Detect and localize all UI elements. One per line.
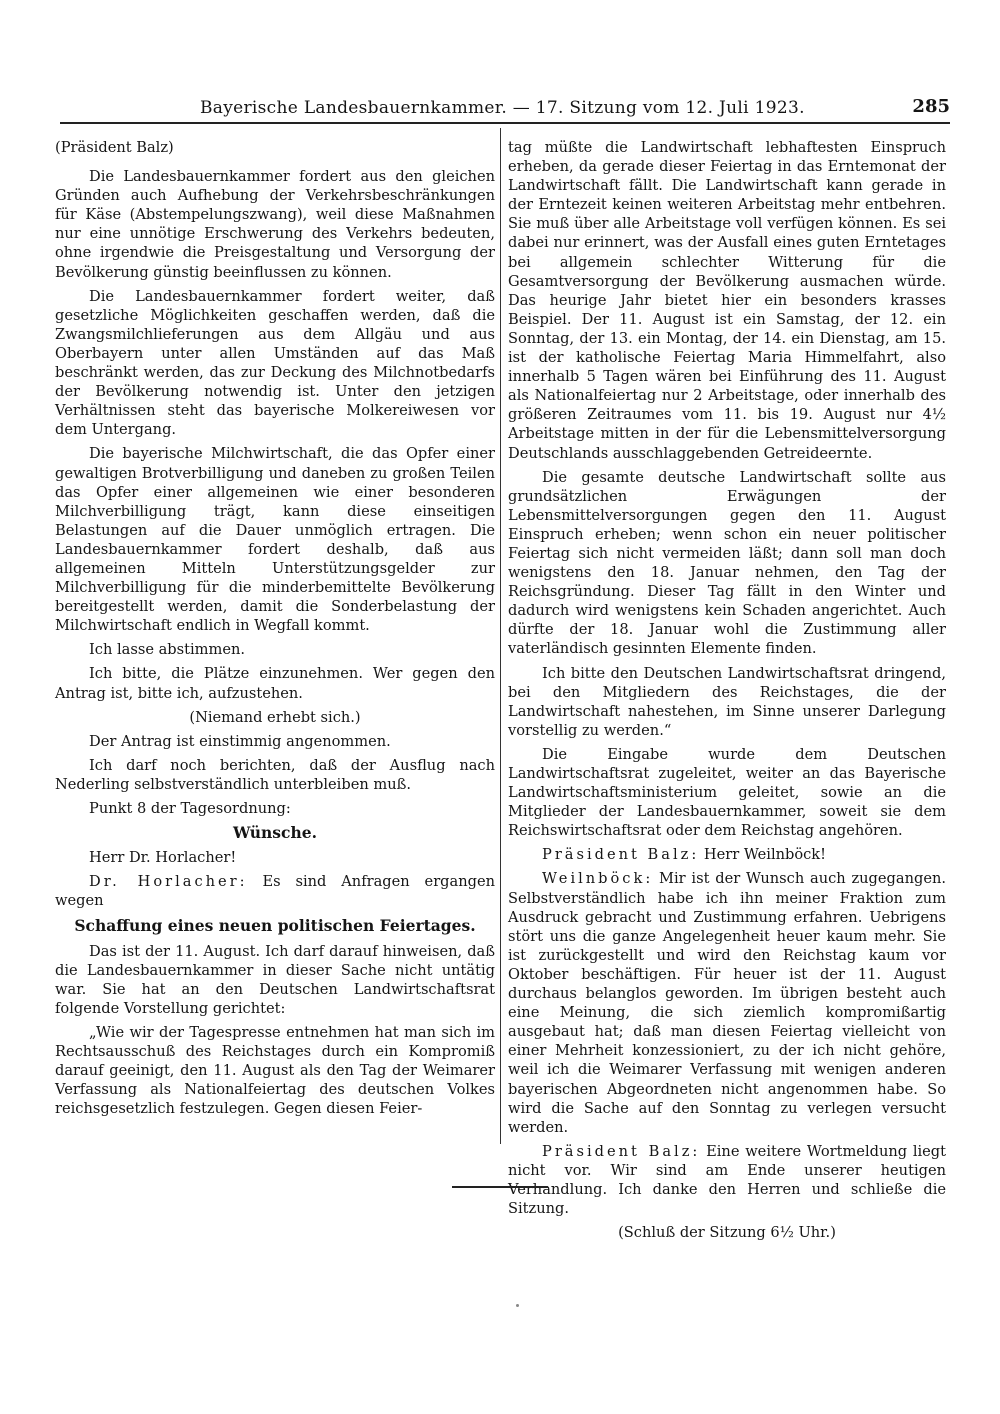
speaker-name: Weilnböck:	[542, 870, 654, 888]
paragraph: Ich darf noch berichten, daß der Ausflug nach Nederling selbstverständlich unterbleiben muß.	[55, 756, 495, 793]
speaker-text: Herr Weilnböck!	[703, 846, 827, 864]
paragraph: Herr Dr. Horlacher!	[89, 849, 237, 867]
paragraph: Ich bitte, die Plätze einzunehmen. Wer gegen den Antrag ist, bitte ich, aufzustehen.	[55, 665, 495, 702]
print-speck	[516, 1304, 519, 1307]
speaker-paragraph	[508, 869, 946, 1136]
paragraph: tag müßte die Landwirtschaft lebhaftesten Einspruch erheben, da gerade dieser Feiertag in das Erntemonat der Landwirtschaft fällt. Die Landwirtschaft kann gerade in der Erntezeit keinen weiteren Arbeitstag mehr entbehren. Sie muß über alle Arbeitstage voll verfügen können. Es sei dabei nur erinnert, was der Ausfall eines guten Erntetages bei allgemein schlechter Witterung für die Gesamtversorgung der Bevölkerung ausmachen würde. Das heurige Jahr bietet hier ein besonders krasses Beispiel. Der 11. August ist ein Samstag, der 12. ein Sonntag, der 13. ein Montag, der 14. ein Dienstag, am 15. ist der katholische Feiertag Maria Himmelfahrt, also innerhalb 5 Tagen wären bei Einführung des 11. August als Nationalfeiertag nur 2 Arbeitstage, oder innerhalb des größeren Zeitraumes vom 11. bis 19. August nur 4½ Arbeitstage mitten in der für die Lebensmittelversorgung Deutschlands ausschlaggebenden Getreideernte.	[508, 139, 946, 462]
speaker-label: (Präsident Balz)	[55, 139, 174, 156]
speaker-text: Eine weitere Wortmeldung liegt nicht vor. Wir sind am Ende unserer heutigen Verhandlung. Ich danke den Herren und schließe die Sitzung.	[508, 1142, 947, 1218]
closing-note: (Schluß der Sitzung 6½ Uhr.)	[618, 1224, 836, 1242]
end-rule	[452, 1186, 548, 1188]
speaker-text: Es sind Anfragen ergangen wegen	[55, 873, 495, 910]
paragraph: „Wie wir der Tagespresse entnehmen hat man sich im Rechtsausschuß des Reichstages durch ein Kompromiß darauf geeinigt, den 11. August als den Tag der Weimarer Verfassung als Nationalfeiertag des deutschen Volkes reichsgesetzlich festzulegen. Gegen diesen Feier-	[55, 1023, 495, 1118]
page-number: 285	[912, 96, 950, 117]
left-column	[55, 138, 495, 1123]
running-title: Bayerische Landesbauernkammer. — 17. Sitzung vom 12. Juli 1923.	[200, 98, 805, 118]
paragraph: Die bayerische Milchwirtschaft, die das Opfer einer gewaltigen Brotverbilligung und daneben zu großen Teilen das Opfer einer allgemeinen wie einer besonderen Milchverbilligung trägt, kann diese einseitigen Belastungen auf die Dauer unmöglich ertragen. Die Landesbauernkammer fordert deshalb, daß aus allgemeinen Mitteln Unterstützungsgelder zur Milchverbilligung für die minderbemittelte Bevölkerung bereitgestellt werden, damit die Sonderbelastung der Milchwirtschaft endlich in Wegfall kommt.	[55, 445, 495, 635]
paragraph: Die Landesbauernkammer fordert weiter, daß gesetzliche Möglichkeiten geschaffen werden, daß die Zwangsmilchlieferungen aus dem Allgäu und aus Oberbayern unter allen Umständen auf das Maß beschränkt werden, das zur Deckung des Milchnotbedarfs der Bevölkerung notwendig ist. Unter den jetzigen Verhältnissen steht das bayerische Molkereiwesen vor dem Untergang.	[55, 287, 495, 439]
section-heading-holiday: Schaffung eines neuen politischen Feiertages.	[74, 916, 476, 936]
stage-direction: (Niemand erhebt sich.)	[189, 708, 361, 726]
agenda-item: Punkt 8 der Tagesordnung:	[89, 800, 291, 817]
right-column	[508, 138, 946, 1247]
speaker-text: Mir ist der Wunsch auch zugegangen. Selbstverständlich habe ich ihn meiner Fraktion zum Ausdruck gebracht und Zustimmung erfahren. Uebrigens stört uns die ganze Angelegenheit heuer kaum mehr. Sie ist zurückgestellt und wird den Reichstag kaum vor Oktober beschäftigen. Für heuer ist der 11. August durchaus belanglos geworden. Im übrigen besteht auch eine Meinung, die sich ziemlich kompromißartig ausgebaut hat; daß man diesen Feiertag vielleicht von einer Mehrheit konzessioniert, zu der ich nicht gehöre, weil ich die Weimarer Verfassung mit wenigen anderen bayerischen Abgeordneten nicht angenommen habe. So wird die Sache auf den Sonntag zu verlegen versucht werden.	[508, 870, 946, 1136]
speaker-paragraph	[508, 845, 946, 864]
page-header	[60, 96, 950, 124]
section-heading-wishes: Wünsche.	[232, 823, 317, 843]
paragraph: Ich bitte den Deutschen Landwirtschaftsrat dringend, bei den Mitgliedern des Reichstages, die der Landwirtschaft nahestehen, im Sinne unserer Darlegung vorstellig zu werden.“	[508, 664, 946, 739]
speaker-paragraph	[508, 1142, 946, 1218]
paragraph: Das ist der 11. August. Ich darf darauf hinweisen, daß die Landesbauernkammer in dieser Sache nicht untätig war. Sie hat an den Deutschen Landwirtschaftsrat folgende Vorstellung gerichtet:	[55, 942, 495, 1017]
speaker-name: Dr. Horlacher:	[89, 873, 248, 891]
paragraph: Der Antrag ist einstimmig angenommen.	[89, 732, 391, 750]
paragraph: Die gesamte deutsche Landwirtschaft sollte aus grundsätzlichen Erwägungen der Lebensmittelversorgungen gegen den 11. August Einspruch erheben; wenn schon ein neuer politischer Feiertag sich nicht vermeiden läßt; dann soll man doch wenigstens den 18. Januar nehmen, den Tag der Reichsgründung. Dieser Tag fällt in den Winter und dadurch wird wenigstens kein Schaden angerichtet. Auch dürfte der 18. Januar wohl die Zustimmung aller vaterländisch gesinnten Elemente finden.	[508, 468, 946, 658]
speaker-paragraph	[55, 872, 495, 910]
paragraph: Die Landesbauernkammer fordert aus den gleichen Gründen auch Aufhebung der Verkehrsbeschränkungen für Käse (Abstempelungszwang), weil diese Maßnahmen nur eine unnötige Erschwerung des Verkehrs bedeuten, ohne irgendwie die Preisgestaltung und Versorgung der Bevölkerung günstig beeinflussen zu können.	[55, 168, 495, 281]
column-divider	[500, 128, 501, 1144]
paragraph: Die Eingabe wurde dem Deutschen Landwirtschaftsrat zugeleitet, weiter an das Bayerische Landwirtschaftsministerium geleitet, sowie an die Mitglieder der Landesbauernkammer, soweit sie dem Reichswirtschaftsrat oder dem Reichstag angehören.	[508, 745, 946, 840]
speaker-name: Präsident Balz:	[542, 1142, 701, 1160]
speaker-name: Präsident Balz:	[542, 846, 700, 864]
paragraph: Ich lasse abstimmen.	[89, 641, 246, 659]
